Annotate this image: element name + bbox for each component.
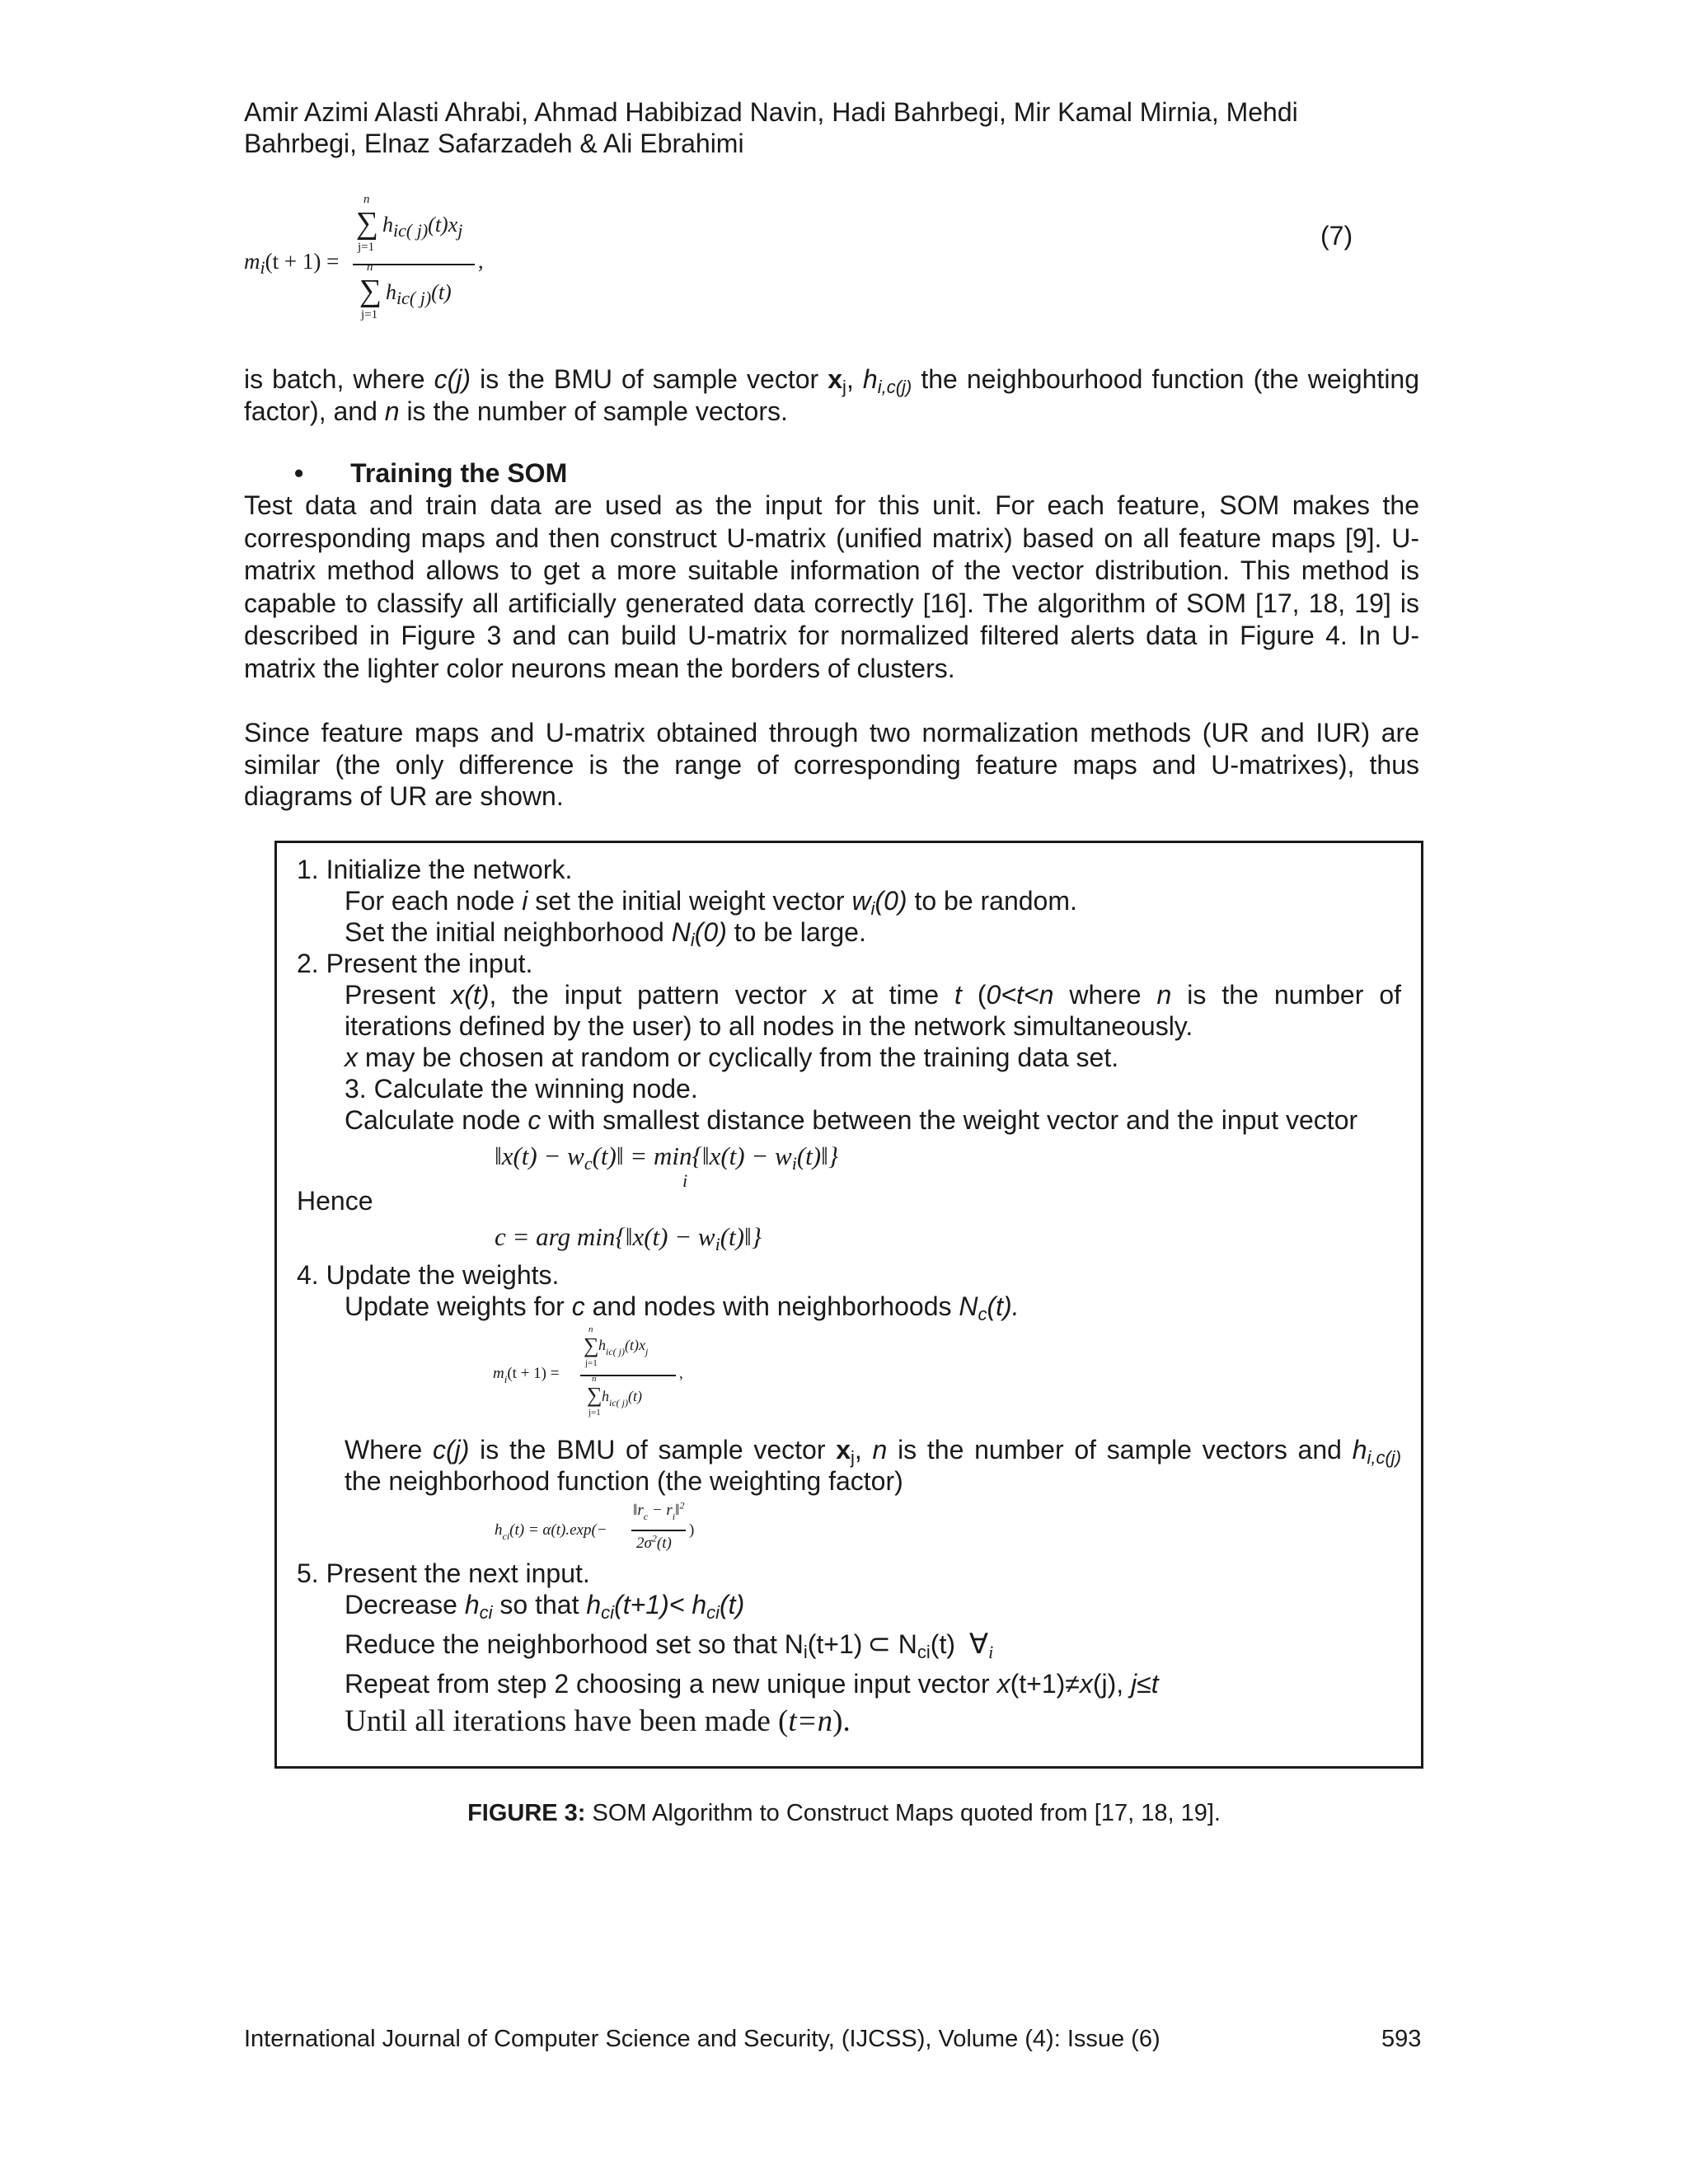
step-4-title: 4. Update the weights. xyxy=(297,1260,560,1290)
step-2-line-b: iterations defined by the user) to all nodes in the network simultaneously. xyxy=(345,1011,1193,1041)
section-heading: • Training the SOM xyxy=(294,458,568,488)
step-5-title: 5. Present the next input. xyxy=(297,1558,590,1588)
figure-caption: FIGURE 3: SOM Algorithm to Construct Maps quoted from [17, 18, 19]. xyxy=(467,1800,1221,1826)
step-2-title: 2. Present the input. xyxy=(297,949,533,978)
step-3-title: 3. Calculate the winning node. xyxy=(345,1074,698,1104)
hence-label: Hence xyxy=(297,1186,373,1216)
authors-line-1: Amir Azimi Alasti Ahrabi, Ahmad Habibizad Navin, Hadi Bahrbegi, Mir Kamal Mirnia, Mehdi xyxy=(244,97,1298,127)
equation-number: (7) xyxy=(1320,221,1353,251)
step-2-line-c: x may be chosen at random or cyclically from the training data set. xyxy=(345,1043,1119,1072)
step-4-where-line-2: the neighborhood function (the weighting factor) xyxy=(345,1466,903,1496)
step-4-line-a: Update weights for c and nodes with neighborhoods $N_c(t)$. xyxy=(345,1291,1020,1324)
step-2-line-a: Present x(t), the input pattern vector x at time t (0<t<n where n is the number of xyxy=(345,980,1402,1010)
step-1-line-b: Set the initial neighborhood $N_i(0)$ to be large. xyxy=(345,917,866,950)
bullet-icon: • xyxy=(294,458,304,488)
step-5-line-c: Repeat from step 2 choosing a new unique input vector x(t+1)≠x(j), j≤t xyxy=(345,1669,1159,1699)
eq7-denominator: $h_{ic( j)}(t)$ xyxy=(386,280,452,308)
figure-label: FIGURE 3: xyxy=(467,1800,586,1826)
equation-neighborhood: $h_{ci}(t) = \alpha(t).\exp(-$ $‖r_c$ − $r_i‖^2$ $2\sigma^2(t)$ ) xyxy=(495,1499,695,1552)
paragraph-normalization: Since feature maps and U-matrix obtained through two normalization methods (UR and IUR) are similar (the only difference is the range of corresponding feature maps and U-matrixes), thus diagrams of UR are shown. xyxy=(244,718,1419,811)
step-4-where-line: Where c(j) is the BMU of sample vector $x_j$, n is the number of sample vectors and $h_{i,c(j)}$ xyxy=(345,1435,1402,1468)
eq7-numerator: $h_{ic( j)}(t)x_j$ xyxy=(382,213,463,241)
paragraph-training: Test data and train data are used as the input for this unit. For each feature, SOM makes the corresponding maps and then construct U-matrix (unified matrix) based on all feature maps [9]. U-matrix method allows to get a more suitable information of the vector distribution. This method is capable to classify all artificially generated data correctly [16]. The algorithm of SOM [17, 18, 19] is described in Figure 3 and can build U-matrix for normalized filtered alerts data in Figure 4. In U-matrix the lighter color neurons mean the borders of clusters. xyxy=(244,490,1419,683)
step-5-line-b: Reduce the neighborhood set so that $N_i(t+1)$ ⊂ $N_{ci}(t)$ $\forall_i$ xyxy=(345,1629,994,1662)
subset-icon: ⊂ xyxy=(867,1629,891,1660)
step-1-line-a: For each node i set the initial weight vector $w_i(0)$ to be random. xyxy=(345,886,1077,919)
equation-distance: ‖x(t) − $w_c(t)‖$ = min{‖x(t) − $w_i(t)‖$} xyxy=(495,1141,839,1174)
equation-7: $m_i(t + 1)$ = ∑ n j=1 $h_{ic( j)}(t)x_j$ , ∑ n j=1 $h_{ic( j)}(t)$ (7) xyxy=(244,193,1353,321)
step-3-line-a: Calculate node c with smallest distance between the weight vector and the input vector xyxy=(345,1105,1358,1135)
paragraph-batch: is batch, where c(j) is the BMU of sample vector $x_j$, $h_{i,c(j)}$ the neighbourhood function (the weighting factor), and n is the number of sample vectors. xyxy=(244,364,1420,426)
equation-argmin: c = arg min{‖x(t) − $w_i(t)‖$} xyxy=(495,1222,762,1254)
running-header xyxy=(244,96,1439,159)
footer-journal: International Journal of Computer Science and Security, (IJCSS), Volume (4): Issue (6) xyxy=(244,2026,1160,2052)
step-5-line-a: Decrease $h_{ci}$ so that $h_{ci}(t+1)< h_{ci}(t)$ xyxy=(345,1590,745,1623)
page-number: 593 xyxy=(1381,2026,1422,2052)
forall-icon: ∀ xyxy=(968,1629,989,1660)
step-5-line-d: Until all iterations have been made (t=n). xyxy=(345,1704,851,1738)
authors-line-2: Bahrbegi, Elnaz Safarzadeh & Ali Ebrahimi xyxy=(244,129,744,158)
equation-update-weights: $m_i(t + 1)$ = ∑ n j=1 $h_{ic( j)}(t)x_j$ , ∑ n j=1 $h_{ic( j)}(t)$ xyxy=(493,1324,683,1418)
step-1-title: 1. Initialize the network. xyxy=(297,855,573,884)
